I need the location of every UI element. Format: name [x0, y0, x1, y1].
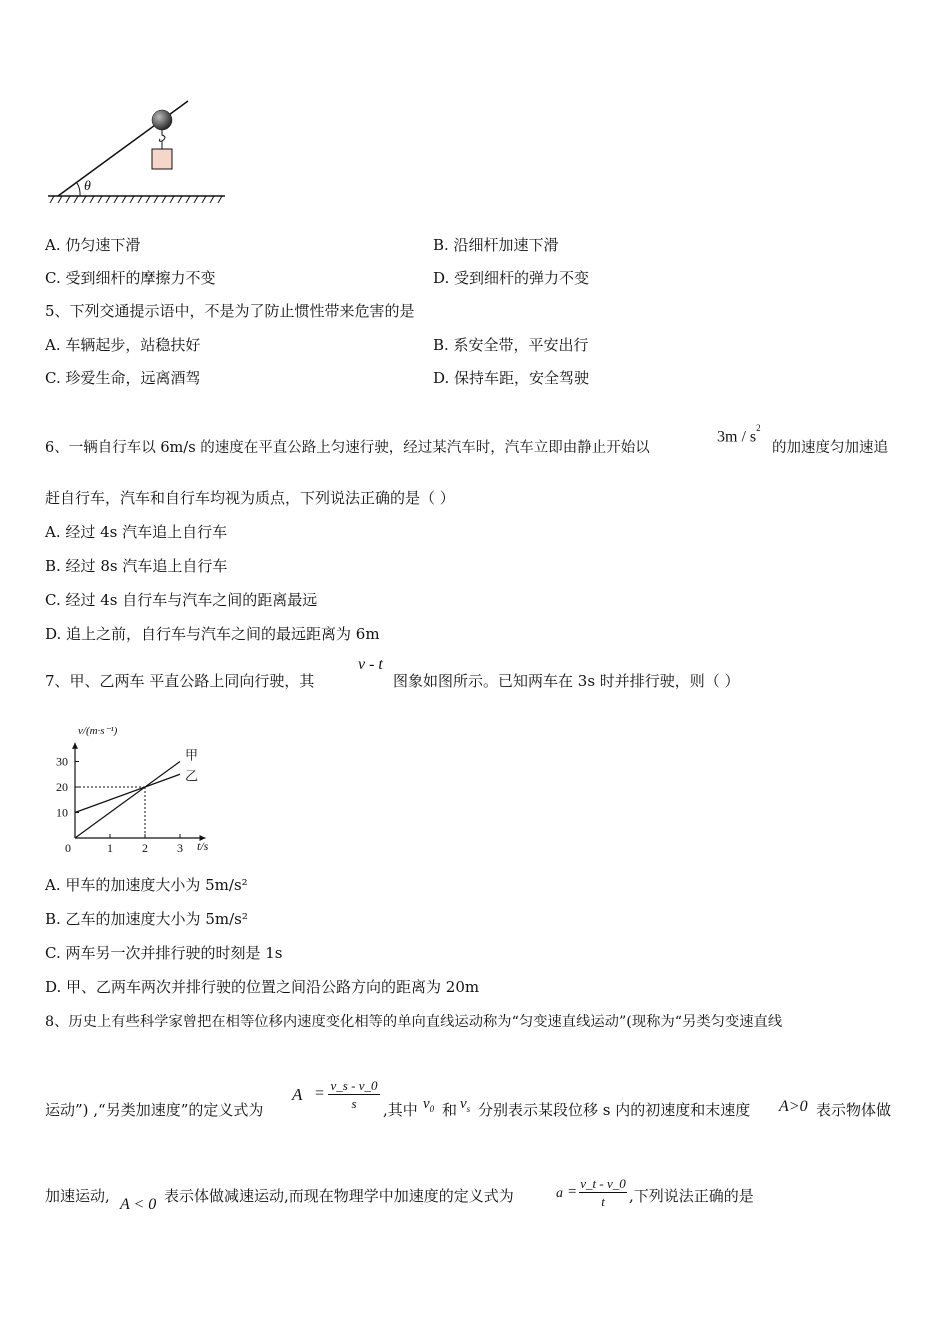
q8-a-symbol: a — [556, 1186, 563, 1201]
q7-option-a: A. 甲车的加速度大小为 5m/s² — [45, 876, 248, 894]
q8-A-lt-0: A < 0 — [120, 1196, 157, 1213]
q6-accel — [717, 423, 761, 446]
q8-v0 — [423, 1096, 434, 1114]
ball — [152, 110, 172, 130]
q8-fraction-2 — [579, 1176, 627, 1209]
q8-A-gt-0: A>0 — [779, 1098, 808, 1115]
series-label-1: 甲 — [185, 748, 199, 764]
q8-v0-sub: 0 — [429, 1104, 435, 1114]
q8-line3-part1: 加速运动, — [45, 1187, 110, 1205]
q8-line2-part4: 表示物体做 — [816, 1101, 892, 1119]
x-tick-label: 0 — [65, 841, 71, 855]
q7-stem-part2: 图象如图所示。已知两车在 3s 时并排行驶，则（ ） — [393, 672, 740, 690]
q4-option-a: A. 仍匀速下滑 — [45, 236, 141, 254]
q8-v0-v: v — [423, 1096, 430, 1112]
q6-accel-exp: 2 — [756, 423, 761, 433]
q6-accel-value: 3m / s — [717, 428, 757, 446]
q4-option-b: B. 沿细杆加速下滑 — [433, 236, 559, 254]
q7-option-c: C. 两车另一次并排行驶的时刻是 1s — [45, 944, 283, 962]
y-tick-label: 20 — [56, 780, 68, 794]
q4-option-d: D. 受到细杆的弹力不变 — [433, 269, 590, 287]
hanging-block — [152, 149, 172, 169]
q8-fraction-1 — [328, 1078, 380, 1111]
chart-ylabel: v/(m·s⁻¹) — [78, 725, 118, 737]
y-tick-label: 30 — [56, 754, 68, 769]
series-line-2 — [75, 774, 180, 812]
series-line-1 — [75, 762, 180, 839]
hook — [159, 130, 165, 141]
q6-stem-part1: 6、一辆自行车以 6m/s 的速度在平直公路上匀速行驶，经过某汽车时，汽车立即由静止开始以 — [45, 440, 650, 456]
chart-xlabel: t/s — [197, 839, 209, 853]
q6-option-a: A. 经过 4s 汽车追上自行车 — [45, 523, 228, 541]
x-tick-label: 1 — [107, 841, 113, 855]
q8-frac2-den: t — [601, 1194, 605, 1209]
q8-vs-sub: s — [466, 1104, 471, 1114]
vt-chart — [40, 712, 230, 862]
q8-line3-part3: ,下列说法正确的是 — [629, 1187, 754, 1205]
q8-and: 和 — [442, 1101, 458, 1119]
q8-equals: = — [315, 1085, 325, 1102]
q5-option-b: B. 系安全带，平安出行 — [433, 336, 589, 354]
x-tick-label: 3 — [177, 841, 183, 855]
q5-option-c: C. 珍爱生命，远离酒驾 — [45, 369, 201, 387]
angle-label: θ — [84, 179, 91, 194]
q6-option-b: B. 经过 8s 汽车追上自行车 — [45, 557, 228, 575]
y-tick-label: 10 — [56, 805, 68, 820]
q8-frac1-num: v_s - v_0 — [330, 1078, 378, 1093]
q6-option-d: D. 追上之前，自行车与汽车之间的最远距离为 6m — [45, 625, 380, 643]
q8-line3-part2: 表示体做减速运动,而现在物理学中加速度的定义式为 — [164, 1187, 514, 1205]
q7-option-b: B. 乙车的加速度大小为 5m/s² — [45, 910, 248, 928]
q5-option-a: A. 车辆起步，站稳扶好 — [45, 336, 201, 354]
series-label-2: 乙 — [185, 769, 199, 785]
incline-figure — [40, 95, 240, 210]
q8-equals-2: = — [568, 1184, 577, 1200]
q8-A-symbol: A — [292, 1085, 303, 1104]
y-axis-arrow — [72, 743, 78, 749]
q7-stem-part1: 7、甲、乙两车 平直公路上同向行驶，其 — [45, 672, 315, 690]
q8-line2-part3: 分别表示某段位移 s 内的初速度和末速度 — [478, 1101, 751, 1119]
q5-stem: 5、下列交通提示语中，不是为了防止惯性带来危害的是 — [45, 302, 415, 320]
q5-option-d: D. 保持车距，安全驾驶 — [433, 369, 590, 387]
q6-option-c: C. 经过 4s 自行车与汽车之间的距离最远 — [45, 591, 318, 609]
q8-line2-part2: ,其中 — [383, 1101, 418, 1119]
q8-vs — [460, 1096, 470, 1114]
q7-vt: v - t — [358, 656, 383, 673]
q6-stem-line2: 赶自行车，汽车和自行车均视为质点，下列说法正确的是（ ） — [45, 489, 455, 507]
q4-option-c: C. 受到细杆的摩擦力不变 — [45, 269, 216, 287]
q8-stem-line1: 8、历史上有些科学家曾把在相等位移内速度变化相等的单向直线运动称为“匀变速直线运动”(现称为“另类匀变速直线 — [45, 1014, 783, 1030]
q8-frac1-den: s — [351, 1096, 357, 1111]
x-tick-label: 2 — [142, 841, 148, 855]
q8-vs-v: v — [460, 1096, 467, 1112]
q6-stem-part2: 的加速度匀加速追 — [772, 440, 888, 456]
q8-frac2-num: v_t - v_0 — [580, 1176, 626, 1191]
q7-option-d: D. 甲、乙两车两次并排行驶的位置之间沿公路方向的距离为 20m — [45, 978, 480, 996]
q8-line2-part1: 运动”) ,“另类加速度”的定义式为 — [45, 1101, 264, 1119]
